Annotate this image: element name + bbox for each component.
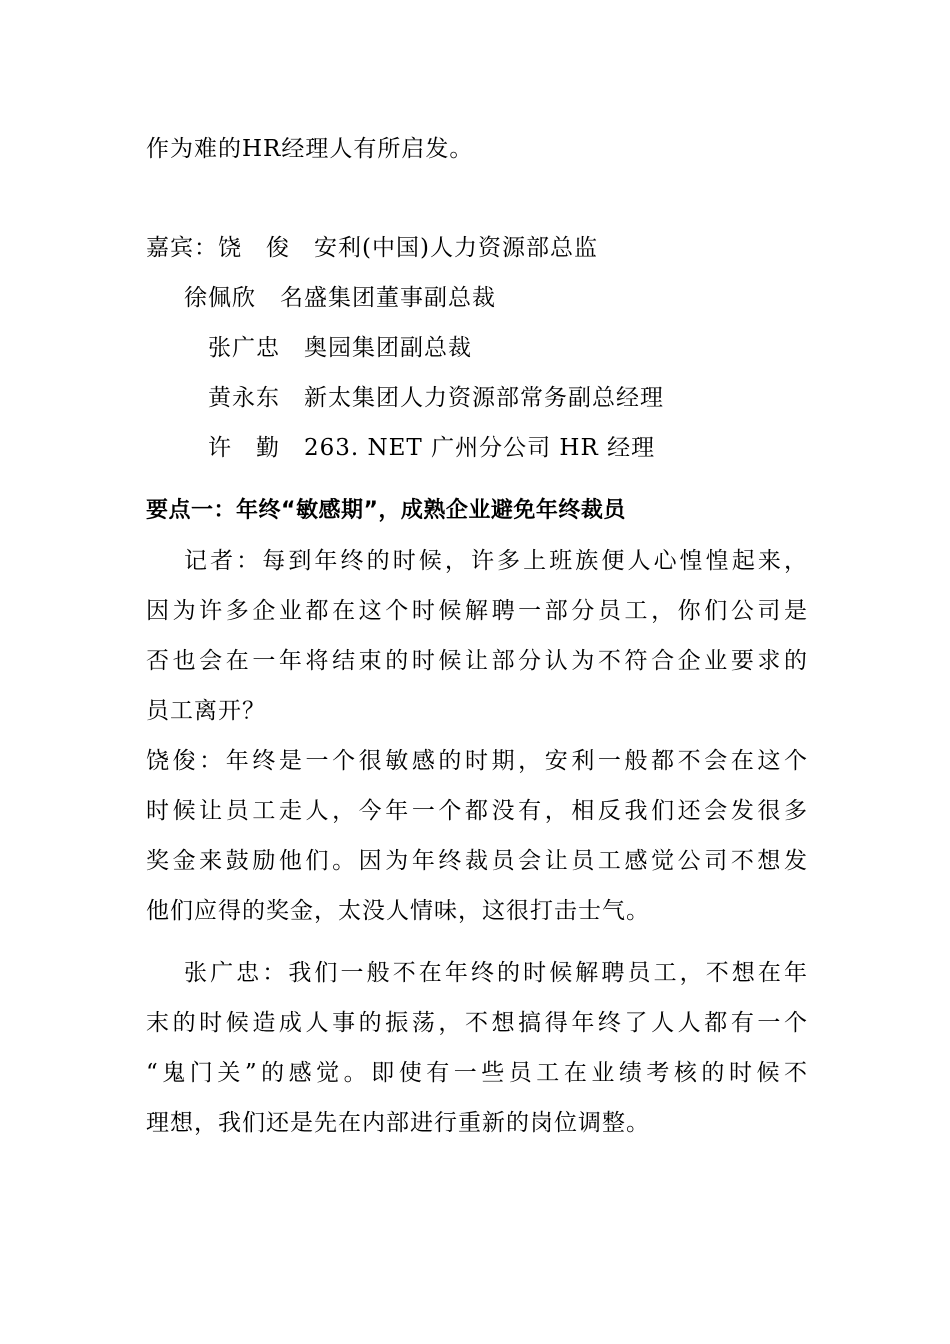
paragraph-line: 他们应得的奖金，太没人情味，这很打击士气。 xyxy=(146,898,650,924)
guest-row-2 xyxy=(184,283,496,313)
paragraph-line: 因为许多企业都在这个时候解聘一部分员工，你们公司是 xyxy=(146,598,808,624)
paragraph-line: 时候让员工走人，今年一个都没有，相反我们还会发很多 xyxy=(146,798,808,824)
guest-row-5 xyxy=(208,433,655,463)
guest-row-4 xyxy=(208,383,664,413)
guest-name: 黄永东 xyxy=(208,385,280,411)
paragraph-line: 饶俊：年终是一个很敏感的时期，安利一般都不会在这个 xyxy=(146,748,808,774)
guests-label: 嘉宾： xyxy=(146,235,218,261)
guest-name: 许 勤 xyxy=(208,435,280,461)
guest-title: 263. NET 广州分公司 HR 经理 xyxy=(304,435,656,461)
guest-row-1 xyxy=(146,233,598,263)
paragraph-line: “鬼门关”的感觉。即使有一些员工在业绩考核的时候不 xyxy=(146,1060,808,1086)
paragraph-line: 张广忠：我们一般不在年终的时候解聘员工，不想在年 xyxy=(184,960,808,986)
guest-name: 饶 俊 xyxy=(218,235,290,261)
paragraph-line: 末的时候造成人事的振荡，不想搞得年终了人人都有一个 xyxy=(146,1010,808,1036)
paragraph-line: 否也会在一年将结束的时候让部分认为不符合企业要求的 xyxy=(146,648,808,674)
section-heading: 要点一：年终“敏感期”，成熟企业避免年终裁员 xyxy=(146,498,626,523)
guest-title: 新太集团人力资源部常务副总经理 xyxy=(304,385,664,411)
intro-tail-text: 作为难的HR经理人有所启发。 xyxy=(146,136,474,162)
guest-name: 张广忠 xyxy=(208,335,280,361)
guest-row-3 xyxy=(208,333,472,363)
paragraph-line: 理想，我们还是先在内部进行重新的岗位调整。 xyxy=(146,1110,650,1136)
paragraph-line: 奖金来鼓励他们。因为年终裁员会让员工感觉公司不想发 xyxy=(146,848,808,874)
paragraph-line: 记者：每到年终的时候，许多上班族便人心惶惶起来， xyxy=(184,548,808,574)
paragraph-line: 员工离开？ xyxy=(146,698,266,724)
guest-title: 名盛集团董事副总裁 xyxy=(280,285,496,311)
guest-title: 安利(中国)人力资源部总监 xyxy=(314,235,598,261)
guest-title: 奥园集团副总裁 xyxy=(304,335,472,361)
guest-name: 徐佩欣 xyxy=(184,285,256,311)
